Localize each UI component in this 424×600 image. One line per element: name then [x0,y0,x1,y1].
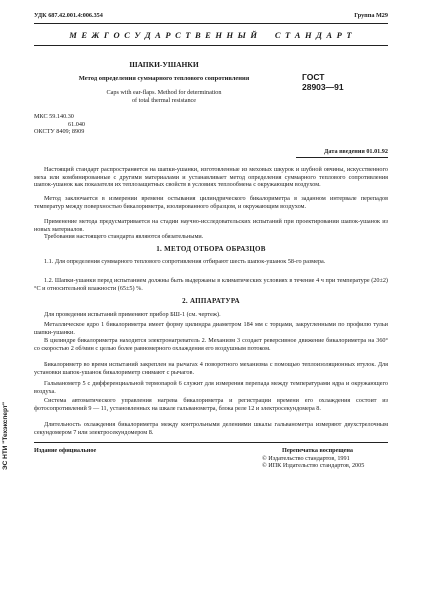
copyright-block [262,447,388,470]
document-title: ШАПКИ-УШАНКИ [129,60,199,69]
copyright-2005: © ИПК Издательство стандартов, 2005 [262,462,365,470]
official-edition: Издание официальное [34,447,97,454]
section-2-heading: 2. АППАРАТУРА [182,297,240,305]
intro-paragraph-2: Метод заключается в измерении времени остывания цилиндрического бикалориметра в заданном интервале перепадов температур между поверхностью бикалориметра, изолированного образцом, и окружающим воздухом. [34,195,388,210]
group-code: Группа М29 [354,12,388,19]
banner-rule [34,45,388,46]
subtitle-en-line-1: Caps with ear-flaps. Method for determination [106,89,222,96]
document-subtitle-en [34,89,294,104]
section-2-paragraph-7: Длительность охлаждения бикалориметра между контрольными делениями шкалы гальванометра измеряют двухстрелочным секундомером 7 или электросекундомером 8. [34,421,388,436]
side-stamp: ЭС НТИ "Техэксперт" [2,401,9,470]
classification-codes [34,113,85,136]
mks-code: МКС 59.140.30 [34,113,74,120]
section-2-paragraph-6: Система автоматического управления нагрева бикалориметра и регистрации времени его охлаждения состоит из фотосопротивлений 9 — 11, установленных на шкале гальванометра, блока реле 12 и электросекундомера 8. [34,397,388,412]
section-2-paragraph-5: Гальванометр 5 с дифференциальной термопарой 6 служит для измерения перепада между температурами ядра и окружающего воздуха. [34,380,388,395]
footer-rule [34,442,388,443]
copyright-1991: © Издательство стандартов, 1991 [262,454,350,462]
intro-date-rule [296,157,388,158]
gost-label: ГОСТ [302,72,325,82]
section-2-paragraph-3: В цилиндре бикалориметра находится электронагреватель 2. Механизм 3 создает реверсивное движение бикалориметра на 360° со скоростью 2 об/мин с целью более равномерного охлаждения его воздушным потоком. [34,337,388,352]
section-2-paragraph-1: Для проведения испытаний применяют прибор БШ-1 (см. чертеж). [44,311,221,318]
intro-paragraph-1: Настоящий стандарт распространяется на шапки-ушанки, изготовленные из меховых шкурок и шубной овчины, искусственного меха или комбинированные с другими материалами и устанавливает метод определения суммарного теплового сопротивления шапок-ушанок как показателя их теплозащитных свойств в условиях теплообмена с окружающим воздухом. [34,166,388,189]
intro-date: Дата введения 01.01.92 [324,148,388,155]
subtitle-en-line-2: of total thermal resistance [131,96,197,104]
section-2-paragraph-2: Металлическое ядро 1 бикалориметра имеет форму цилиндра диаметром 184 мм с торцами, закругленными по профилю тульи шапки-ушанки. [34,321,388,336]
mks-code-2: 61.040 [68,120,86,128]
section-1-paragraph-2: 1.2. Шапки-ушанки перед испытанием должны быть выдержаны в климатических условиях в течение 4 ч при температуре (20±2) °С и относительной влажности (65±5) %. [34,277,388,292]
interstate-standard-banner: М Е Ж Г О С У Д А Р С Т В Е Н Н Ы Й С Т А Н Д А Р Т [69,30,353,40]
reprint-prohibited: Перепечатка воспрещена [282,447,353,454]
intro-paragraph-3: Применение метода предусматривается на стадии научно-исследовательских испытаний при проектировании шапок-ушанок из новых материалов. [34,218,388,233]
gost-designation [302,72,344,92]
intro-paragraph-4: Требования настоящего стандарта являются обязательными. [44,233,204,240]
okstu-code: ОКСТУ 8409; 8909 [34,128,85,136]
gost-number: 28903—91 [302,82,344,92]
header-rule [34,23,388,24]
section-1-paragraph-1: 1.1. Для определения суммарного теплового сопротивления отбирают шесть шапок-ушанок 58-го размера. [44,258,326,265]
document-subtitle-ru: Метод определения суммарного теплового сопротивления [78,75,250,82]
section-1-heading: 1. МЕТОД ОТБОРА ОБРАЗЦОВ [156,245,266,253]
section-2-paragraph-4: Бикалориметр во время испытаний закреплен на рычагах 4 поворотного механизма с помощью теплоизоляционных втулок. Для установки шапок-ушанок бикалориметр снимают с рычагов. [34,361,388,376]
udk-code: УДК 687.42.001.4:006.354 [34,12,103,19]
